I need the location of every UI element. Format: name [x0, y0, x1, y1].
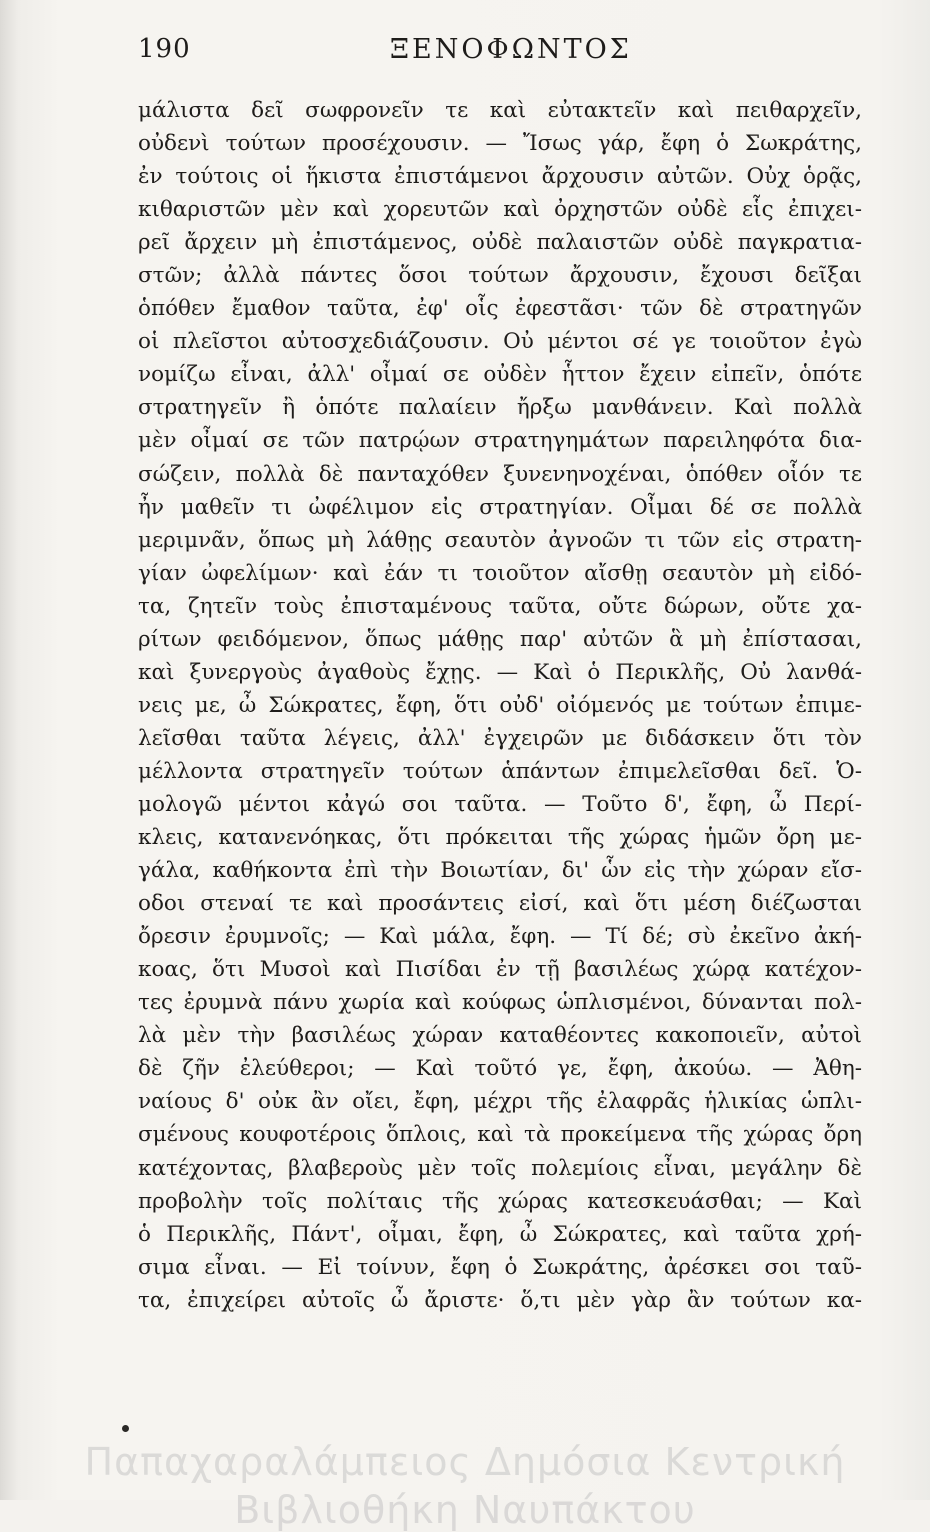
text-line: μὲν οἶμαί σε τῶν πατρῴων στρατηγημάτων παρειληφότα δια-	[138, 428, 862, 454]
text-line: τα, ζητεῖν τοὺς ἐπισταμένους ταῦτα, οὔτε δώρων, οὔτε χα-	[138, 593, 862, 619]
text-line: δὲ ζῆν ἐλεύθεροι; — Καὶ τοῦτό γε, ἔφη, ἀκούω. — Ἀθη-	[138, 1056, 862, 1082]
text-line: στρατηγεῖν ἢ ὁπότε παλαίειν ἤρξω μανθάνειν. Καὶ πολλὰ	[138, 395, 862, 421]
body-text	[138, 94, 862, 1317]
page-number: 190	[138, 34, 191, 64]
text-line: προβολὴν τοῖς πολίταις τῆς χώρας κατεσκευάσθαι; — Καὶ	[138, 1188, 862, 1214]
text-line: τα, ἐπιχείρει αὐτοῖς ὦ ἄριστε· ὅ,τι μὲν γὰρ ἂν τούτων κα-	[138, 1287, 862, 1313]
text-line: μολογῶ μέντοι κἀγώ σοι ταῦτα. — Τοῦτο δ', ἔφη, ὦ Περί-	[138, 791, 862, 817]
text-line: οδοι στεναί τε καὶ προσάντεις εἰσί, καὶ ὅτι μέση διέζωσται	[138, 891, 862, 917]
text-line: σμένους κουφοτέροις ὅπλοις, καὶ τὰ προκείμενα τῆς χώρας ὄρη	[138, 1122, 862, 1148]
text-line: μέλλοντα στρατηγεῖν τούτων ἁπάντων ἐπιμελεῖσθαι δεῖ. Ὁ-	[138, 758, 862, 784]
text-line: κιθαριστῶν μὲν καὶ χορευτῶν καὶ ὀρχηστῶν οὐδὲ εἷς ἐπιχει-	[138, 197, 862, 223]
text-line: γίαν ὠφελίμων· καὶ ἐάν τι τοιοῦτον αἴσθῃ σεαυτὸν μὴ εἰδό-	[138, 560, 862, 586]
text-line: γάλα, καθήκοντα ἐπὶ τὴν Βοιωτίαν, δι' ὧν εἰς τὴν χώραν εἴσ-	[138, 858, 862, 884]
text-line: ρίτων φειδόμενον, ὅπως μάθῃς παρ' αὐτῶν ἃ μὴ ἐπίστασαι,	[138, 626, 862, 652]
text-line: κλεις, κατανενόηκας, ὅτι πρόκειται τῆς χώρας ἡμῶν ὄρη με-	[138, 825, 862, 851]
text-line: λεῖσθαι ταῦτα λέγεις, ἀλλ' ἐγχειρῶν με διδάσκειν ὅτι τὸν	[138, 725, 862, 751]
text-line: ὁπόθεν ἔμαθον ταῦτα, ἐφ' οἷς ἐφεστᾶσι· τῶν δὲ στρατηγῶν	[138, 296, 862, 322]
text-line: σώζειν, πολλὰ δὲ πανταχόθεν ξυνενηνοχέναι, ὁπόθεν οἷόν τε	[138, 461, 862, 487]
text-line: σιμα εἶναι. — Εἰ τοίνυν, ἔφη ὁ Σωκράτης, ἀρέσκει σοι ταῦ-	[138, 1254, 862, 1280]
running-head: ΞΕΝΟΦΩΝΤΟΣ	[390, 34, 632, 65]
text-line: ναίους δ' οὐκ ἂν οἴει, ἔφη, μέχρι τῆς ἐλαφρᾶς ἡλικίας ὡπλι-	[138, 1089, 862, 1115]
text-line: κατέχοντας, βλαβεροὺς μὲν τοῖς πολεμίοις εἶναι, μεγάλην δὲ	[138, 1155, 862, 1181]
text-line: μεριμνᾶν, ὅπως μὴ λάθῃς σεαυτὸν ἀγνοῶν τι τῶν εἰς στρατη-	[138, 527, 862, 553]
text-line: οὐδενὶ τούτων προσέχουσιν. — Ἴσως γάρ, ἔφη ὁ Σωκράτης,	[138, 131, 862, 157]
text-line: ρεῖ ἄρχειν μὴ ἐπιστάμενος, οὐδὲ παλαιστῶν οὐδὲ παγκρατια-	[138, 230, 862, 256]
text-line: λὰ μὲν τὴν βασιλέως χώραν καταθέοντες κακοποιεῖν, αὐτοὶ	[138, 1023, 862, 1049]
page-header	[138, 34, 798, 74]
text-line: τες ἐρυμνὰ πάνυ χωρία καὶ κούφως ὡπλισμένοι, δύνανται πολ-	[138, 990, 862, 1016]
text-line: ὁ Περικλῆς, Πάντ', οἶμαι, ἔφη, ὦ Σώκρατες, καὶ ταῦτα χρή-	[138, 1221, 862, 1247]
text-line: μάλιστα δεῖ σωφρονεῖν τε καὶ εὐτακτεῖν καὶ πειθαρχεῖν,	[138, 98, 862, 123]
text-line: ἐν τούτοις οἱ ἥκιστα ἐπιστάμενοι ἄρχουσιν αὐτῶν. Οὐχ ὁρᾷς,	[138, 164, 862, 190]
text-line: οἱ πλεῖστοι αὐτοσχεδιάζουσιν. Οὐ μέντοι σέ γε τοιοῦτον ἐγὼ	[138, 329, 862, 355]
text-line: νεις με, ὦ Σώκρατες, ἔφη, ὅτι οὐδ' οἰόμενός με τούτων ἐπιμε-	[138, 692, 862, 718]
text-line: ἦν μαθεῖν τι ὠφέλιμον εἰς στρατηγίαν. Οἶμαι δέ σε πολλὰ	[138, 494, 862, 520]
text-line: στῶν; ἀλλὰ πάντες ὅσοι τούτων ἄρχουσιν, ἔχουσι δεῖξαι	[138, 263, 862, 289]
library-watermark-line-1: Παπαχαραλάμπειος Δημόσια Κεντρική	[84, 1440, 846, 1484]
library-watermark-line-2: Βιβλιοθήκη Ναυπάκτου	[234, 1488, 696, 1532]
text-line: κοας, ὅτι Μυσοὶ καὶ Πισίδαι ἐν τῇ βασιλέως χώρᾳ κατέχον-	[138, 957, 862, 983]
text-line: νομίζω εἶναι, ἀλλ' οἶμαί σε οὐδὲν ἧττον ἔχειν εἰπεῖν, ὁπότε	[138, 362, 862, 388]
text-line: καὶ ξυνεργοὺς ἀγαθοὺς ἔχῃς. — Καὶ ὁ Περικλῆς, Οὐ λανθά-	[138, 659, 862, 685]
text-line: ὄρεσιν ἐρυμνοῖς; — Καὶ μάλα, ἔφη. — Τί δέ; σὺ ἐκεῖνο ἀκή-	[138, 924, 862, 950]
margin-bullet	[122, 1425, 129, 1432]
